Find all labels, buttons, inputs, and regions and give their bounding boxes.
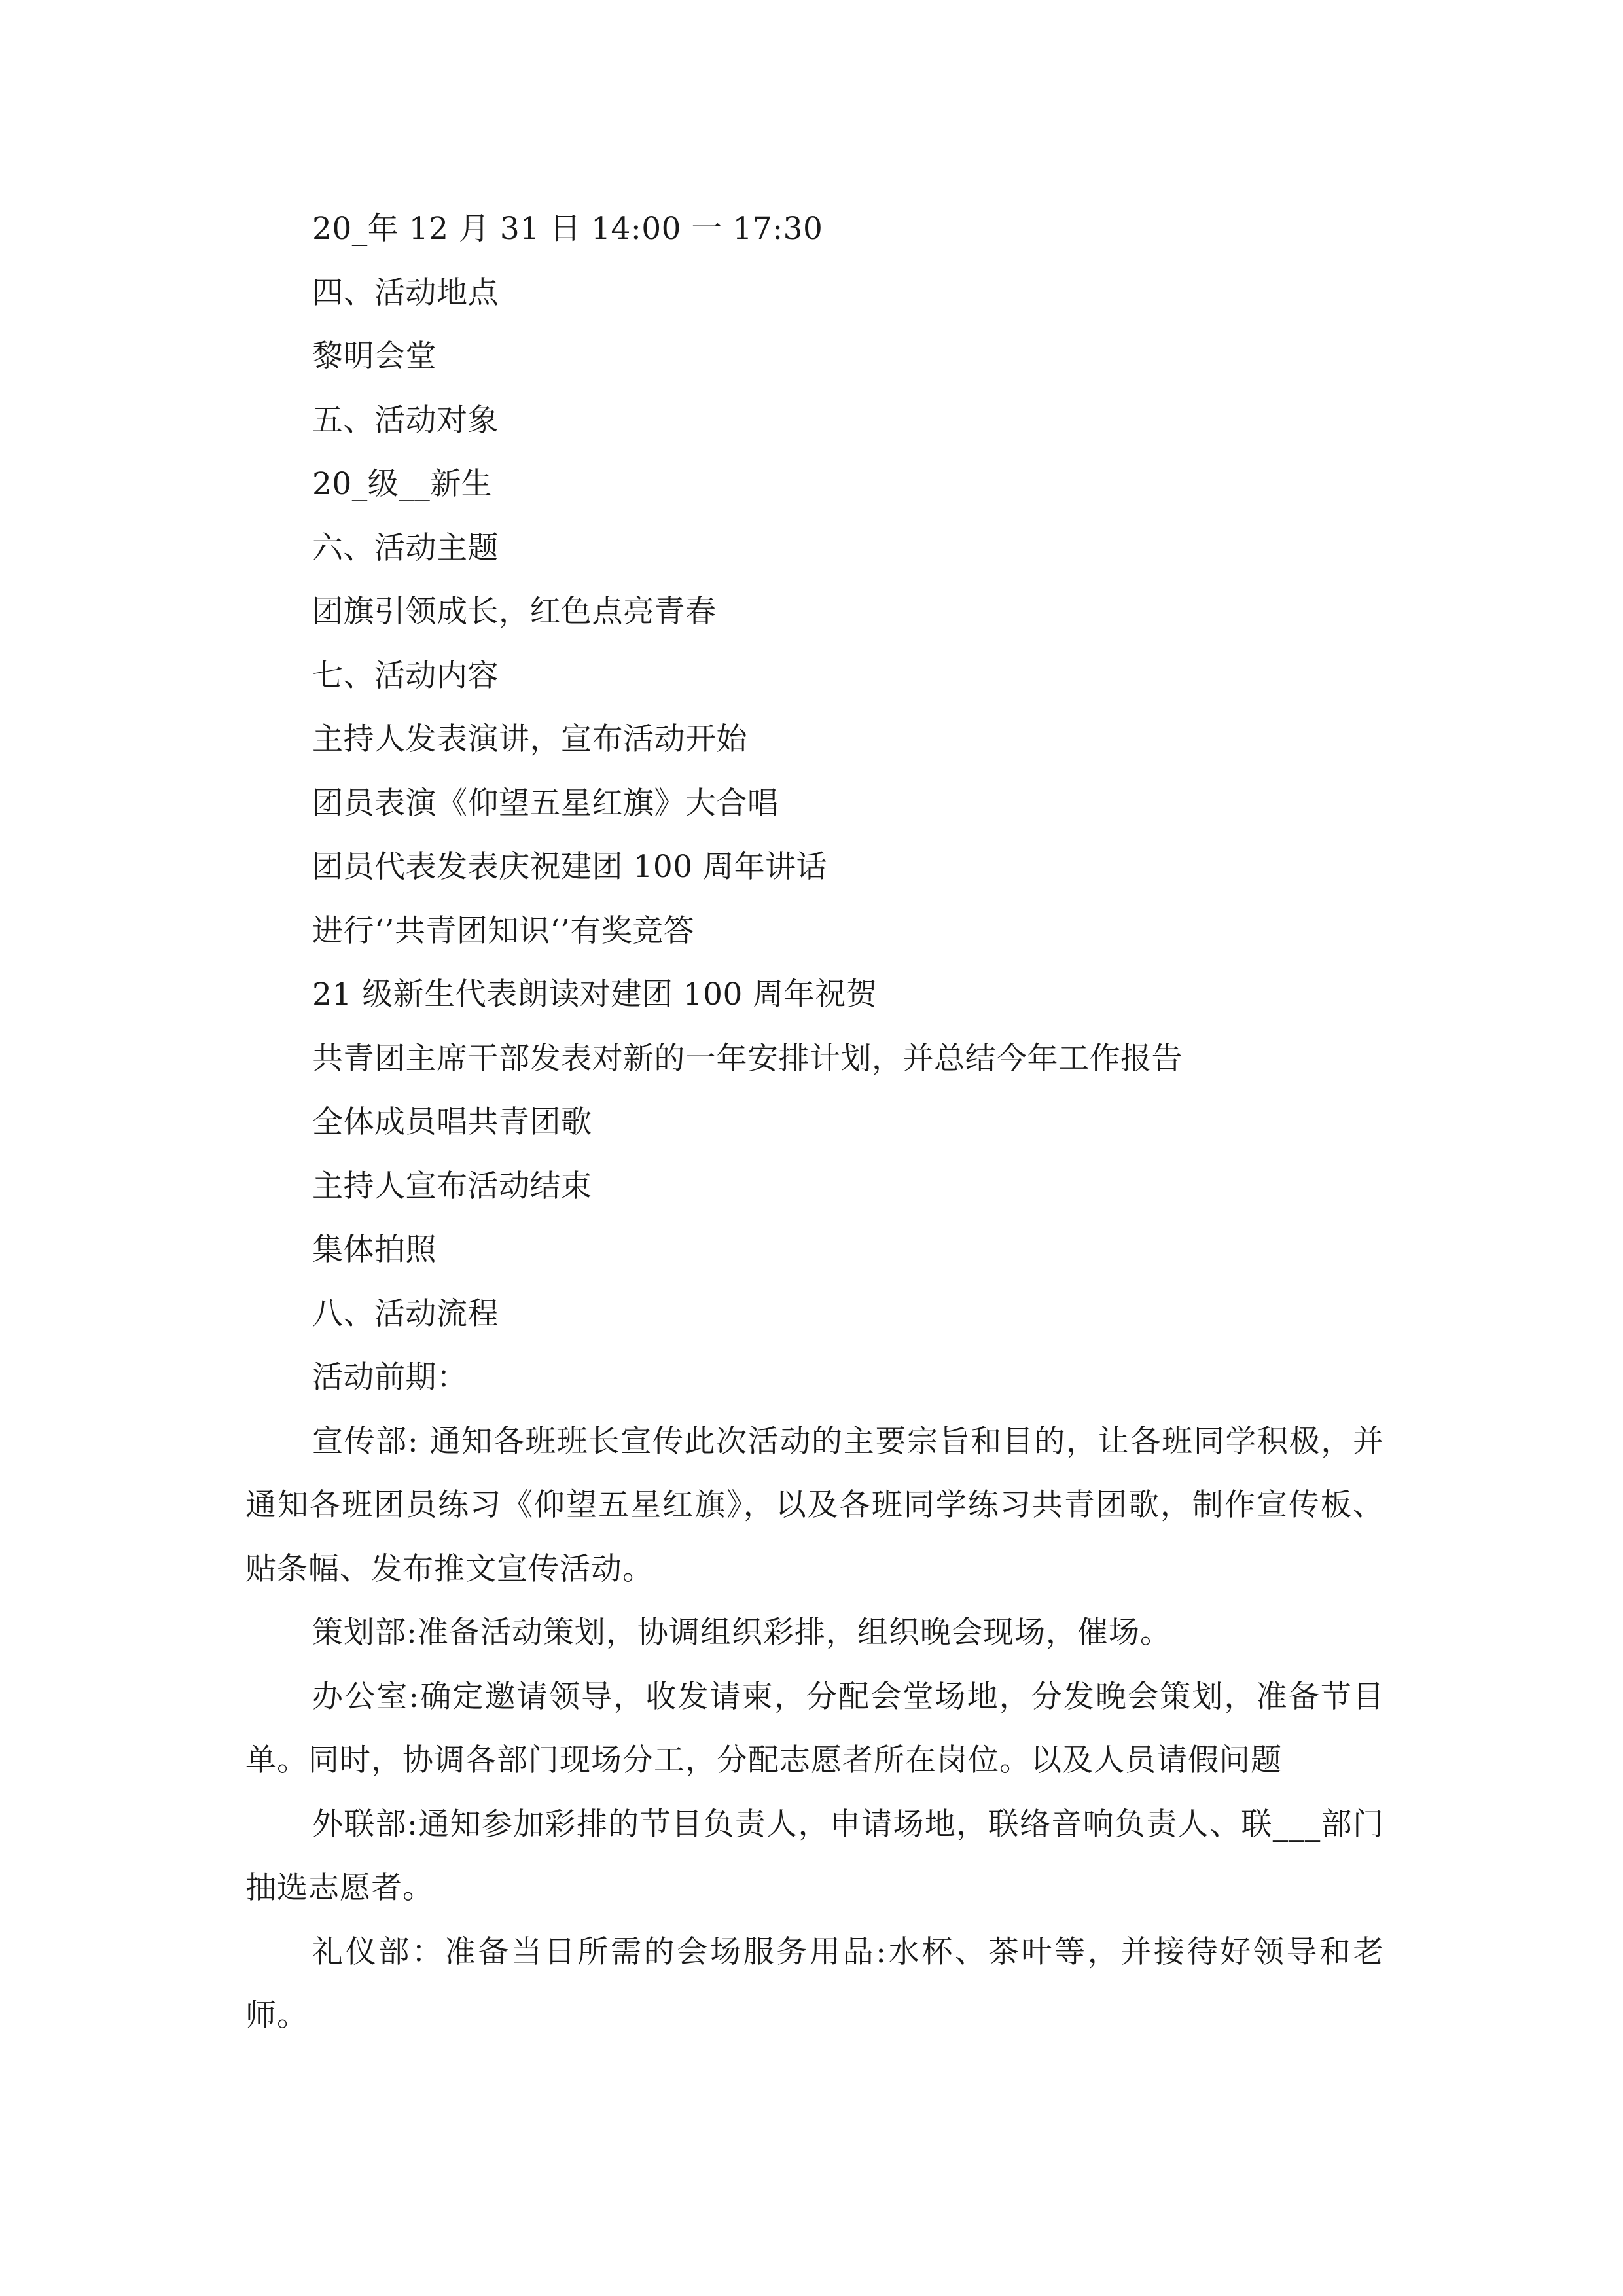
content-item: 共青团主席干部发表对新的一年安排计划，并总结今年工作报告	[312, 1040, 1183, 1077]
paragraph-office: 办公室:确定邀请领导，收发请柬，分配会堂场地，分发晚会策划，准备节目单。同时，协调各部门现场分工，分配志愿者所在岗位。以及人员请假问题	[245, 1678, 1384, 1778]
content-item: 主持人发表演讲，宣布活动开始	[312, 721, 747, 757]
event-time-text: 20_年 12 月 31 日 14:00 一 17:30	[312, 211, 823, 247]
location-text: 黎明会堂	[312, 338, 437, 374]
paragraph-liaison-dept: 外联部:通知参加彩排的节目负责人，申请场地，联络音响负责人、联___部门抽选志愿者。	[245, 1806, 1384, 1906]
subheading-early-stage: 活动前期：	[312, 1359, 468, 1395]
section-heading-location: 四、活动地点	[312, 274, 499, 311]
content-item: 进行‘’共青团知识‘’有奖竞答	[312, 912, 695, 949]
section-heading-process: 八、活动流程	[312, 1295, 499, 1332]
document-body	[245, 197, 1384, 2048]
content-item: 团员表演《仰望五星红旗》大合唱	[312, 785, 779, 821]
content-item: 全体成员唱共青团歌	[312, 1104, 592, 1140]
theme-text: 团旗引领成长，红色点亮青春	[312, 594, 717, 630]
content-item: 21 级新生代表朗读对建团 100 周年祝贺	[312, 977, 878, 1013]
content-item: 主持人宣布活动结束	[312, 1168, 592, 1204]
section-heading-content: 七、活动内容	[312, 657, 499, 694]
section-heading-audience: 五、活动对象	[312, 402, 499, 439]
section-heading-theme: 六、活动主题	[312, 529, 499, 566]
audience-text: 20_级__新生	[312, 466, 493, 502]
paragraph-planning-dept: 策划部:准备活动策划，协调组织彩排，组织晚会现场，催场。	[312, 1615, 1171, 1651]
content-item: 团员代表发表庆祝建团 100 周年讲话	[312, 849, 828, 885]
content-item: 集体拍照	[312, 1232, 437, 1268]
paragraph-publicity-dept: 宣传部: 通知各班班长宣传此次活动的主要宗旨和目的，让各班同学积极，并通知各班团员练习《仰望五星红旗》，以及各班同学练习共青团歌，制作宣传板、贴条幅、发布推文宣传活动。	[245, 1423, 1384, 1587]
paragraph-etiquette-dept: 礼仪部：准备当日所需的会场服务用品:水杯、茶叶等，并接待好领导和老师。	[245, 1933, 1384, 2034]
